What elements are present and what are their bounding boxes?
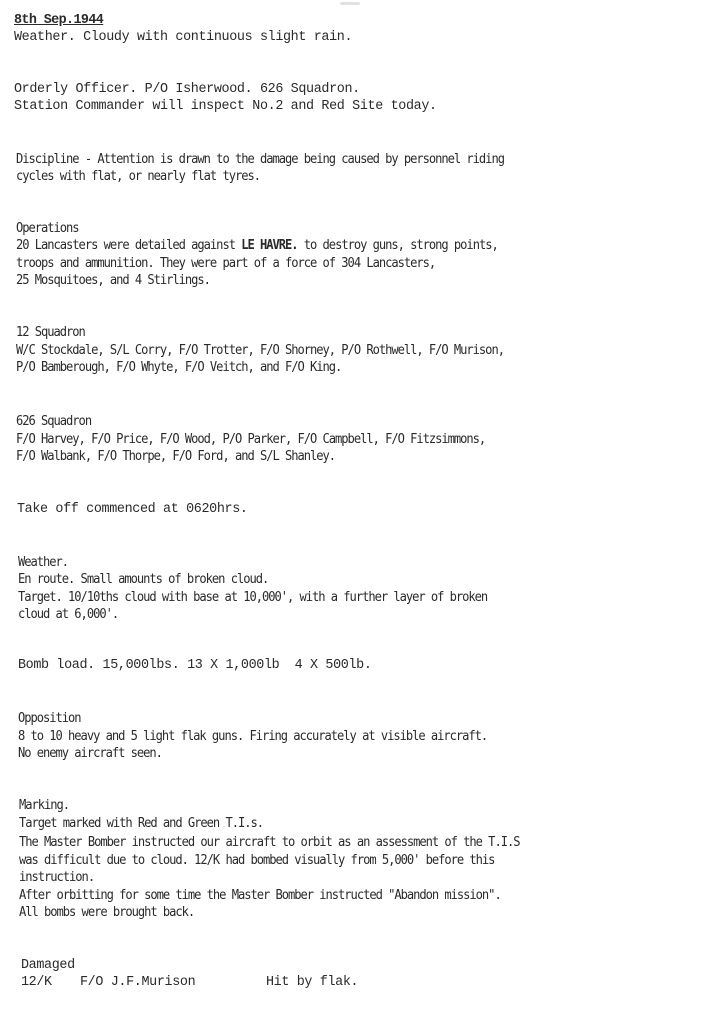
squadron-12-crew-1: W/C Stockdale, S/L Corry, F/O Trotter, F/O Shorney, P/O Rothwell, F/O Murison, bbox=[16, 343, 504, 358]
squadron-12-crew-2: P/O Bamberough, F/O Whyte, F/O Veitch, and F/O King. bbox=[16, 360, 342, 375]
squadron-626-crew-2: F/O Walbank, F/O Thorpe, F/O Ford, and S/L Shanley. bbox=[16, 449, 336, 464]
weather-line: Weather. Cloudy with continuous slight rain. bbox=[14, 30, 353, 45]
station-commander: Station Commander will inspect No.2 and Red Site today. bbox=[14, 99, 437, 114]
damaged-aircraft: 12/K bbox=[21, 975, 52, 990]
opposition-line-1: 8 to 10 heavy and 5 light flak guns. Firing accurately at visible aircraft. bbox=[18, 729, 488, 744]
marking-line-3: was difficult due to cloud. 12/K had bombed visually from 5,000' before this bbox=[19, 853, 495, 868]
weather-line-1: En route. Small amounts of broken cloud. bbox=[18, 572, 269, 587]
operations-line-1-prefix: 20 Lancasters were detailed against bbox=[16, 238, 242, 253]
marking-line-1: Target marked with Red and Green T.I.s. bbox=[19, 816, 263, 831]
paper-mark bbox=[340, 2, 360, 5]
squadron-12-heading: 12 Squadron bbox=[16, 325, 85, 340]
opposition-line-2: No enemy aircraft seen. bbox=[18, 746, 162, 761]
operations-line-1-suffix: to destroy guns, strong points, bbox=[297, 238, 498, 253]
marking-line-4: instruction. bbox=[19, 870, 95, 885]
damaged-note: Hit by flak. bbox=[266, 975, 359, 990]
marking-line-2: The Master Bomber instructed our aircraft to orbit as an assessment of the T.I.S bbox=[19, 835, 520, 850]
operations-line-3: 25 Mosquitoes, and 4 Stirlings. bbox=[16, 273, 210, 288]
damaged-pilot: F/O J.F.Murison bbox=[80, 975, 196, 990]
squadron-626-heading: 626 Squadron bbox=[16, 414, 92, 429]
operations-heading: Operations bbox=[16, 221, 79, 236]
weather-line-3: cloud at 6,000'. bbox=[18, 607, 119, 622]
weather-line-2: Target. 10/10ths cloud with base at 10,000', with a further layer of broken bbox=[18, 590, 488, 605]
operations-target: LE HAVRE. bbox=[241, 238, 298, 253]
weather-heading: Weather. bbox=[18, 555, 69, 570]
marking-line-6: All bombs were brought back. bbox=[19, 905, 195, 920]
damaged-heading: Damaged bbox=[21, 958, 75, 973]
marking-line-5: After orbitting for some time the Master Bomber instructed "Abandon mission". bbox=[19, 888, 501, 903]
discipline-line-1: Discipline - Attention is drawn to the damage being caused by personnel riding bbox=[16, 152, 504, 167]
operations-line-2: troops and ammunition. They were part of a force of 304 Lancasters, bbox=[16, 256, 436, 271]
date-heading: 8th Sep.1944 bbox=[14, 13, 104, 28]
operations-line-1 bbox=[16, 237, 498, 254]
discipline-line-2: cycles with flat, or nearly flat tyres. bbox=[16, 169, 260, 184]
squadron-626-crew-1: F/O Harvey, F/O Price, F/O Wood, P/O Parker, F/O Campbell, F/O Fitzsimmons, bbox=[16, 432, 486, 447]
opposition-heading: Opposition bbox=[18, 711, 81, 726]
marking-heading: Marking. bbox=[19, 798, 70, 813]
bomb-load-line: Bomb load. 15,000lbs. 13 X 1,000lb 4 X 500lb. bbox=[18, 658, 372, 673]
orderly-officer: Orderly Officer. P/O Isherwood. 626 Squadron. bbox=[14, 82, 360, 97]
take-off-line: Take off commenced at 0620hrs. bbox=[17, 502, 248, 517]
